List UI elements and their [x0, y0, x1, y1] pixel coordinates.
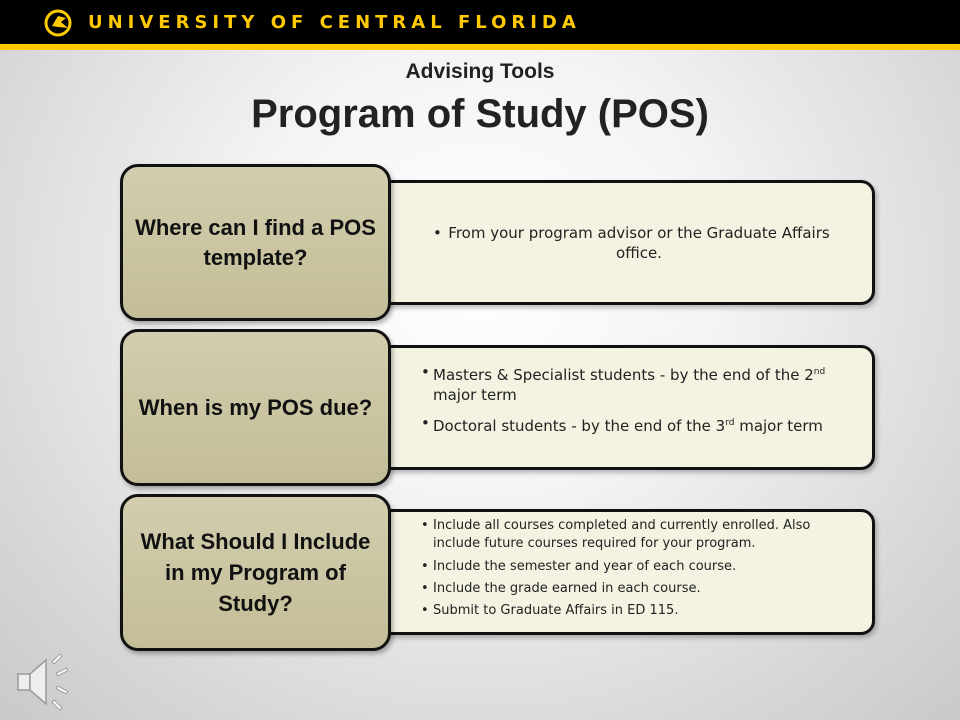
question-box-include: [120, 494, 391, 651]
answer-list: [433, 223, 833, 263]
answer-box-include: [330, 509, 875, 635]
answer-list: [421, 517, 861, 620]
answer-list: [421, 362, 841, 436]
slide-title: Program of Study (POS): [251, 92, 709, 136]
university-name: UNIVERSITY OF CENTRAL FLORIDA: [88, 12, 581, 33]
list-item: • Include the grade earned in each course.: [421, 580, 861, 598]
speaker-icon[interactable]: [14, 650, 84, 714]
answer-box-due: [330, 345, 875, 470]
question-label: When is my POS due?: [138, 394, 373, 420]
question-label: Where can I find a POS template?: [135, 214, 376, 270]
list-item: • Masters & Specialist students - by the end of the 2nd major term: [421, 362, 841, 405]
list-item: • Submit to Graduate Affairs in ED 115.: [421, 602, 861, 620]
question-label: What Should I Include in my Program of Study?: [140, 529, 371, 616]
pegasus-logo-icon: [44, 8, 74, 38]
header-bar: [0, 0, 960, 50]
question-box-due: [120, 329, 391, 486]
list-item: • Include the semester and year of each course.: [421, 558, 861, 576]
answer-box-template: [330, 180, 875, 305]
list-item: • From your program advisor or the Graduate Affairs office.: [433, 223, 833, 263]
slide-subtitle: Advising Tools: [405, 60, 555, 83]
question-box-template: [120, 164, 391, 321]
list-item: • Include all courses completed and currently enrolled. Also include future courses required for your program.: [421, 517, 861, 553]
list-item: • Doctoral students - by the end of the 3rd major term: [421, 413, 841, 436]
